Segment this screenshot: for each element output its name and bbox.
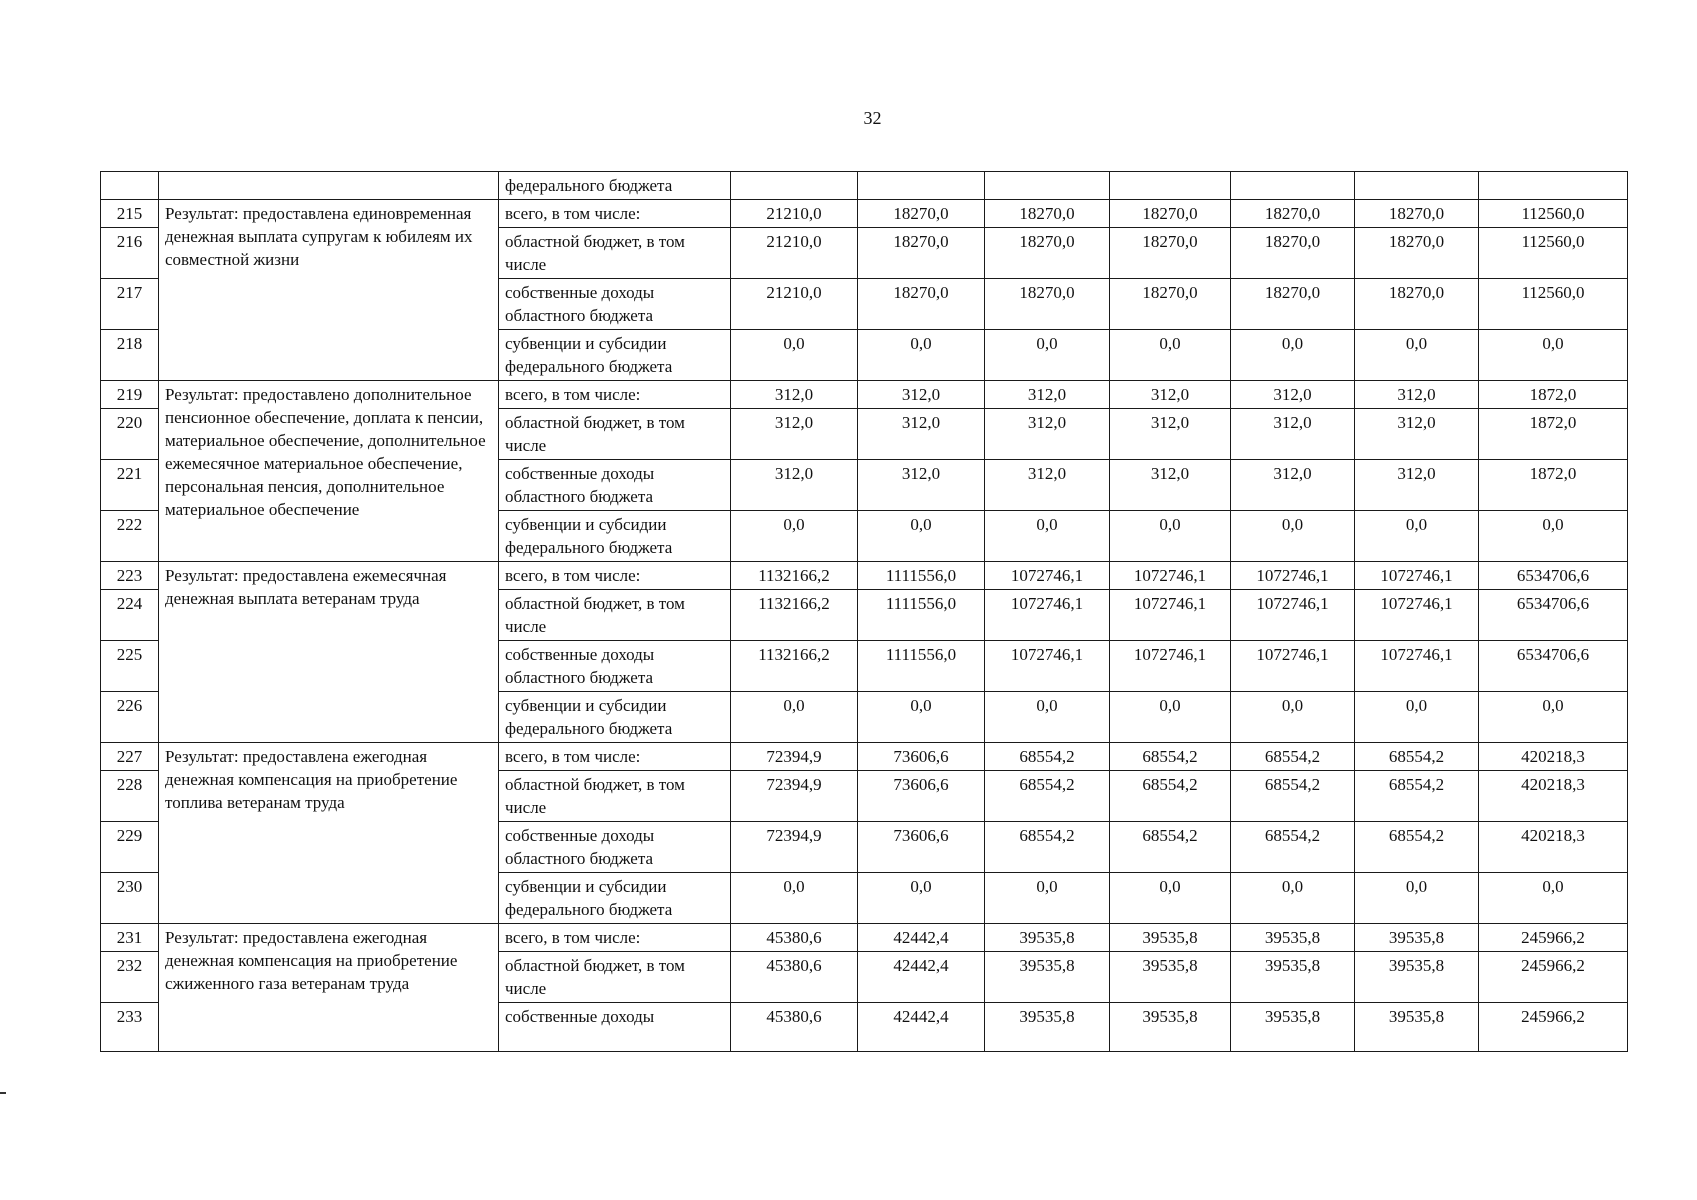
value-cell: 18270,0	[1231, 200, 1355, 228]
value-cell: 68554,2	[1231, 743, 1355, 771]
value-cell: 0,0	[858, 692, 985, 743]
value-cell: 39535,8	[985, 952, 1110, 1003]
source-cell: собственные доходы областного бюджета	[499, 279, 731, 330]
row-number-cell: 218	[101, 330, 159, 381]
source-cell: всего, в том числе:	[499, 200, 731, 228]
row-number-cell: 227	[101, 743, 159, 771]
value-cell: 0,0	[985, 692, 1110, 743]
value-cell: 68554,2	[985, 743, 1110, 771]
value-cell: 0,0	[1479, 873, 1628, 924]
description-cell: Результат: предоставлена ежемесячная денежная выплата ветеранам труда	[159, 562, 499, 743]
source-cell: областной бюджет, в том числе	[499, 952, 731, 1003]
description-cell: Результат: предоставлена ежегодная денежная компенсация на приобретение сжиженного газа ветеранам труда	[159, 924, 499, 1052]
value-cell: 245966,2	[1479, 1003, 1628, 1052]
row-number-cell: 230	[101, 873, 159, 924]
value-cell: 0,0	[1110, 511, 1231, 562]
value-cell: 1072746,1	[1355, 641, 1479, 692]
source-cell: всего, в том числе:	[499, 381, 731, 409]
value-cell: 0,0	[1355, 330, 1479, 381]
value-cell: 0,0	[1479, 330, 1628, 381]
budget-table	[100, 171, 1628, 1052]
value-cell	[731, 172, 858, 200]
row-number-cell: 223	[101, 562, 159, 590]
source-cell: собственные доходы областного бюджета	[499, 822, 731, 873]
value-cell: 39535,8	[985, 1003, 1110, 1052]
value-cell: 312,0	[985, 409, 1110, 460]
value-cell: 1072746,1	[1231, 641, 1355, 692]
source-cell: всего, в том числе:	[499, 562, 731, 590]
value-cell: 112560,0	[1479, 228, 1628, 279]
value-cell: 0,0	[985, 330, 1110, 381]
description-cell	[159, 172, 499, 200]
value-cell: 0,0	[1479, 511, 1628, 562]
value-cell: 18270,0	[858, 228, 985, 279]
value-cell: 68554,2	[985, 771, 1110, 822]
value-cell: 1111556,0	[858, 641, 985, 692]
value-cell: 18270,0	[985, 228, 1110, 279]
value-cell: 0,0	[1231, 330, 1355, 381]
value-cell	[985, 172, 1110, 200]
row-number-cell: 221	[101, 460, 159, 511]
source-cell: федерального бюджета	[499, 172, 731, 200]
value-cell: 1072746,1	[1231, 562, 1355, 590]
source-cell: собственные доходы областного бюджета	[499, 641, 731, 692]
page-number: 32	[863, 108, 882, 128]
value-cell: 39535,8	[1355, 952, 1479, 1003]
value-cell: 1111556,0	[858, 590, 985, 641]
value-cell: 0,0	[1355, 692, 1479, 743]
value-cell: 39535,8	[1110, 924, 1231, 952]
value-cell: 0,0	[1231, 873, 1355, 924]
value-cell: 68554,2	[1110, 822, 1231, 873]
value-cell: 245966,2	[1479, 952, 1628, 1003]
value-cell: 312,0	[1355, 409, 1479, 460]
value-cell: 73606,6	[858, 822, 985, 873]
value-cell: 18270,0	[1110, 228, 1231, 279]
source-cell: областной бюджет, в том числе	[499, 771, 731, 822]
value-cell: 312,0	[858, 460, 985, 511]
value-cell: 6534706,6	[1479, 590, 1628, 641]
value-cell: 312,0	[1110, 409, 1231, 460]
value-cell: 0,0	[1355, 511, 1479, 562]
source-cell: областной бюджет, в том числе	[499, 409, 731, 460]
value-cell: 39535,8	[1355, 1003, 1479, 1052]
value-cell: 6534706,6	[1479, 562, 1628, 590]
row-number-cell: 231	[101, 924, 159, 952]
value-cell: 68554,2	[1231, 822, 1355, 873]
row-number-cell: 215	[101, 200, 159, 228]
row-number-cell	[101, 172, 159, 200]
row-number-cell: 220	[101, 409, 159, 460]
value-cell: 0,0	[731, 873, 858, 924]
value-cell: 42442,4	[858, 1003, 985, 1052]
value-cell: 18270,0	[1355, 279, 1479, 330]
source-cell: субвенции и субсидии федерального бюджета	[499, 511, 731, 562]
table-row	[101, 172, 1628, 200]
value-cell: 1132166,2	[731, 641, 858, 692]
value-cell: 73606,6	[858, 771, 985, 822]
value-cell: 45380,6	[731, 1003, 858, 1052]
value-cell: 18270,0	[1231, 228, 1355, 279]
value-cell: 245966,2	[1479, 924, 1628, 952]
source-cell: собственные доходы	[499, 1003, 731, 1052]
value-cell: 39535,8	[1110, 1003, 1231, 1052]
row-number-cell: 219	[101, 381, 159, 409]
source-cell: субвенции и субсидии федерального бюджета	[499, 692, 731, 743]
value-cell: 72394,9	[731, 743, 858, 771]
table-row	[101, 381, 1628, 409]
value-cell: 68554,2	[1355, 743, 1479, 771]
value-cell: 72394,9	[731, 771, 858, 822]
value-cell: 0,0	[1110, 692, 1231, 743]
value-cell: 68554,2	[1110, 771, 1231, 822]
value-cell: 68554,2	[1355, 771, 1479, 822]
value-cell: 420218,3	[1479, 771, 1628, 822]
value-cell: 312,0	[1231, 409, 1355, 460]
value-cell: 1072746,1	[1355, 562, 1479, 590]
value-cell: 39535,8	[1355, 924, 1479, 952]
value-cell: 0,0	[1479, 692, 1628, 743]
value-cell: 312,0	[731, 460, 858, 511]
value-cell: 312,0	[985, 460, 1110, 511]
value-cell: 39535,8	[1231, 924, 1355, 952]
value-cell: 42442,4	[858, 924, 985, 952]
value-cell: 18270,0	[858, 200, 985, 228]
value-cell: 1072746,1	[985, 641, 1110, 692]
value-cell: 1072746,1	[1110, 590, 1231, 641]
margin-mark	[0, 1092, 6, 1094]
value-cell: 39535,8	[1231, 1003, 1355, 1052]
value-cell: 18270,0	[1355, 200, 1479, 228]
value-cell: 0,0	[1231, 511, 1355, 562]
value-cell	[858, 172, 985, 200]
source-cell: собственные доходы областного бюджета	[499, 460, 731, 511]
source-cell: субвенции и субсидии федерального бюджета	[499, 873, 731, 924]
value-cell: 0,0	[1110, 873, 1231, 924]
value-cell: 18270,0	[1110, 200, 1231, 228]
table-row	[101, 743, 1628, 771]
value-cell: 312,0	[858, 409, 985, 460]
value-cell: 1072746,1	[985, 562, 1110, 590]
value-cell: 420218,3	[1479, 822, 1628, 873]
source-cell: всего, в том числе:	[499, 924, 731, 952]
row-number-cell: 222	[101, 511, 159, 562]
value-cell: 112560,0	[1479, 200, 1628, 228]
row-number-cell: 225	[101, 641, 159, 692]
row-number-cell: 228	[101, 771, 159, 822]
value-cell: 1111556,0	[858, 562, 985, 590]
value-cell	[1355, 172, 1479, 200]
value-cell: 0,0	[858, 511, 985, 562]
value-cell: 312,0	[1355, 381, 1479, 409]
value-cell	[1110, 172, 1231, 200]
value-cell: 0,0	[1110, 330, 1231, 381]
value-cell: 18270,0	[985, 279, 1110, 330]
source-cell: субвенции и субсидии федерального бюджета	[499, 330, 731, 381]
row-number-cell: 233	[101, 1003, 159, 1052]
value-cell: 68554,2	[1110, 743, 1231, 771]
source-cell: всего, в том числе:	[499, 743, 731, 771]
value-cell: 0,0	[985, 511, 1110, 562]
description-cell: Результат: предоставлено дополнительное пенсионное обеспечение, доплата к пенсии, материальное обеспечение, дополнительное ежемесячное материальное обеспечение, персональная пенсия, дополнительное материальное обеспечение	[159, 381, 499, 562]
table-row	[101, 924, 1628, 952]
value-cell: 0,0	[985, 873, 1110, 924]
source-cell: областной бюджет, в том числе	[499, 590, 731, 641]
value-cell: 312,0	[1110, 460, 1231, 511]
value-cell: 0,0	[1355, 873, 1479, 924]
row-number-cell: 216	[101, 228, 159, 279]
value-cell: 39535,8	[1110, 952, 1231, 1003]
value-cell: 112560,0	[1479, 279, 1628, 330]
budget-table-body	[101, 172, 1628, 1052]
value-cell: 39535,8	[985, 924, 1110, 952]
value-cell: 45380,6	[731, 952, 858, 1003]
row-number-cell: 217	[101, 279, 159, 330]
value-cell: 0,0	[858, 873, 985, 924]
value-cell: 72394,9	[731, 822, 858, 873]
value-cell: 68554,2	[985, 822, 1110, 873]
value-cell	[1479, 172, 1628, 200]
value-cell: 39535,8	[1231, 952, 1355, 1003]
value-cell: 1132166,2	[731, 562, 858, 590]
row-number-cell: 224	[101, 590, 159, 641]
value-cell: 1872,0	[1479, 460, 1628, 511]
value-cell: 312,0	[1355, 460, 1479, 511]
value-cell: 1872,0	[1479, 409, 1628, 460]
description-cell: Результат: предоставлена единовременная денежная выплата супругам к юбилеям их совместной жизни	[159, 200, 499, 381]
table-row	[101, 200, 1628, 228]
description-cell: Результат: предоставлена ежегодная денежная компенсация на приобретение топлива ветеранам труда	[159, 743, 499, 924]
value-cell: 0,0	[731, 692, 858, 743]
value-cell: 1072746,1	[1231, 590, 1355, 641]
value-cell: 1872,0	[1479, 381, 1628, 409]
value-cell: 21210,0	[731, 228, 858, 279]
value-cell: 0,0	[731, 511, 858, 562]
source-cell: областной бюджет, в том числе	[499, 228, 731, 279]
value-cell: 1072746,1	[1110, 562, 1231, 590]
value-cell: 312,0	[1231, 381, 1355, 409]
value-cell: 18270,0	[1355, 228, 1479, 279]
value-cell: 18270,0	[1110, 279, 1231, 330]
value-cell: 42442,4	[858, 952, 985, 1003]
table-row	[101, 562, 1628, 590]
value-cell: 18270,0	[858, 279, 985, 330]
value-cell: 312,0	[1110, 381, 1231, 409]
value-cell: 1072746,1	[985, 590, 1110, 641]
row-number-cell: 226	[101, 692, 159, 743]
value-cell: 1132166,2	[731, 590, 858, 641]
value-cell: 45380,6	[731, 924, 858, 952]
row-number-cell: 232	[101, 952, 159, 1003]
value-cell: 0,0	[858, 330, 985, 381]
value-cell: 21210,0	[731, 200, 858, 228]
value-cell: 0,0	[1231, 692, 1355, 743]
row-number-cell: 229	[101, 822, 159, 873]
value-cell: 0,0	[731, 330, 858, 381]
value-cell: 21210,0	[731, 279, 858, 330]
value-cell: 312,0	[1231, 460, 1355, 511]
value-cell: 73606,6	[858, 743, 985, 771]
value-cell: 420218,3	[1479, 743, 1628, 771]
value-cell	[1231, 172, 1355, 200]
value-cell: 18270,0	[1231, 279, 1355, 330]
value-cell: 68554,2	[1231, 771, 1355, 822]
value-cell: 312,0	[858, 381, 985, 409]
value-cell: 68554,2	[1355, 822, 1479, 873]
value-cell: 6534706,6	[1479, 641, 1628, 692]
value-cell: 1072746,1	[1355, 590, 1479, 641]
value-cell: 312,0	[731, 381, 858, 409]
value-cell: 312,0	[731, 409, 858, 460]
value-cell: 312,0	[985, 381, 1110, 409]
value-cell: 1072746,1	[1110, 641, 1231, 692]
value-cell: 18270,0	[985, 200, 1110, 228]
